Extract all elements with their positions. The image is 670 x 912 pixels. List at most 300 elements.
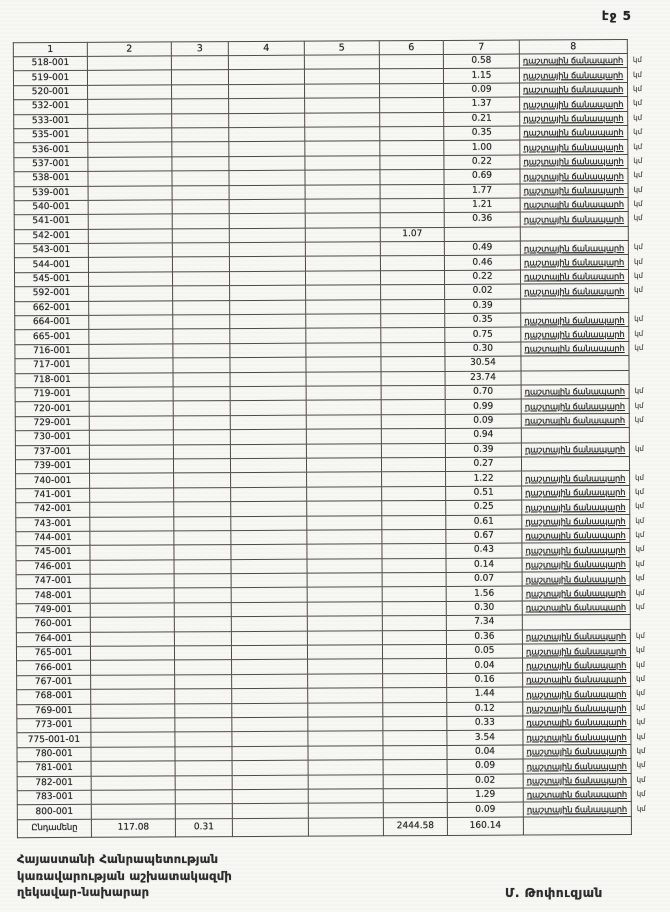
unit-note: կմ [636,689,646,698]
empty-cell [91,689,175,704]
empty-cell [307,573,382,588]
length-value-cell: 0.22 [444,155,520,170]
unit-note: կմ [635,559,645,568]
road-type-cell: դաշտային ճանապարհ [522,500,630,515]
parcel-code-cell: 533-001 [14,114,88,129]
empty-cell [305,256,380,271]
empty-cell [308,789,383,804]
empty-cell [308,746,383,761]
empty-cell [308,688,383,703]
empty-cell [306,285,381,300]
empty-cell [306,400,381,415]
length-value-cell: 0.75 [445,327,521,342]
empty-cell [174,646,231,661]
col6-value-cell [382,501,446,516]
empty-cell [171,56,228,71]
unit-note: կմ [633,142,643,151]
empty-cell [91,761,175,776]
empty-cell [308,731,383,746]
empty-cell [305,127,380,142]
col6-value-cell [381,371,445,386]
empty-cell [305,227,380,242]
parcel-code-cell: 744-001 [16,531,90,546]
unit-note [629,370,663,385]
length-value-cell: 0.07 [446,572,522,587]
empty-cell [90,516,174,531]
road-type-cell [521,428,629,443]
empty-cell [232,818,308,836]
empty-cell [88,214,172,229]
empty-cell [173,343,230,358]
empty-cell [228,70,304,85]
column-header: 5 [304,41,379,55]
empty-cell [90,473,174,488]
empty-cell [232,688,308,703]
parcel-code-cell: 769-001 [17,704,91,719]
empty-cell [174,602,231,617]
col6-value-cell [383,716,447,731]
col6-value-cell: 1.07 [380,227,444,242]
parcel-code-cell: 543-001 [14,243,88,258]
col6-value-cell [383,774,447,789]
empty-cell [172,185,229,200]
parcel-code-cell: 665-001 [15,330,89,345]
length-value-cell: 0.35 [445,313,521,328]
parcel-code-cell: 767-001 [17,675,91,690]
parcel-code-cell: 716-001 [15,344,89,359]
column-header: 4 [228,41,304,55]
empty-cell [232,746,308,761]
empty-cell [90,502,174,517]
parcel-code-cell: 532-001 [14,99,88,114]
empty-cell [231,588,307,603]
unit-note: կմ [636,775,646,784]
length-value-cell: 0.09 [445,414,521,429]
unit-note: կմ [636,790,646,799]
empty-cell [305,170,380,185]
unit-note: կմ [634,315,644,324]
empty-cell [305,112,380,127]
empty-cell [232,803,308,818]
length-value-cell: 0.30 [445,342,521,357]
parcel-code-cell: 536-001 [14,143,88,158]
parcel-code-cell: 730-001 [15,430,89,445]
road-type-cell: դաշտային ճանապարհ [522,586,630,601]
empty-cell [172,228,229,243]
empty-cell [232,732,308,747]
parcel-code-cell: 764-001 [16,632,90,647]
parcel-code-cell: 766-001 [17,661,91,676]
length-value-cell: 1.29 [447,788,523,803]
empty-cell [232,703,308,718]
empty-cell [174,631,231,646]
col6-value-cell [380,83,444,98]
empty-cell [174,473,231,488]
length-value-cell: 0.04 [447,745,523,760]
length-value-cell: 0.67 [446,529,522,544]
footer-line: Հայաստանի Հանրապետության [17,852,219,866]
empty-cell [172,214,229,229]
empty-cell [88,243,172,258]
empty-cell [91,775,175,790]
empty-cell [231,573,307,588]
col6-value-cell [380,198,444,213]
empty-cell [307,515,382,530]
parcel-code-cell: 539-001 [14,186,88,201]
unit-note: կմ [636,746,646,755]
empty-cell [229,142,305,157]
length-value-cell: 0.49 [444,241,520,256]
col6-value-cell [382,529,446,544]
empty-cell [89,358,173,373]
parcel-code-cell: 541-001 [14,215,88,230]
road-type-cell: դաշտային ճանապարհ [520,82,628,97]
road-type-cell: դաշտային ճանապարհ [520,154,628,169]
col6-value-cell [380,155,444,170]
road-type-cell: դաշտային ճանապարհ [522,471,630,486]
empty-cell [307,472,382,487]
unit-note: կմ [636,660,645,669]
road-type-cell: դաշտային ճանապարհ [520,255,628,270]
empty-cell [305,84,380,99]
empty-cell [172,271,229,286]
road-type-cell: դաշտային ճանապարհ [520,241,628,256]
total-col3-value: 0.31 [175,818,232,836]
empty-cell [88,257,172,272]
empty-cell [231,487,307,502]
unit-note: կմ [633,257,643,266]
empty-cell [230,357,306,372]
empty-cell [175,689,232,704]
col6-value-cell [383,760,447,775]
unit-note: կմ [634,329,644,338]
empty-cell [91,804,175,819]
empty-cell [89,372,173,387]
empty-cell [231,631,307,646]
road-type-cell [521,370,629,385]
empty-cell [174,617,231,632]
empty-cell [175,761,232,776]
parcel-code-cell: 748-001 [16,589,90,604]
road-type-cell: դաշտային ճանապարհ [523,744,631,759]
col6-value-cell [381,414,445,429]
empty-cell [307,616,382,631]
empty-cell [229,257,305,272]
empty-cell [307,544,382,559]
length-value-cell: 0.39 [445,299,521,314]
col6-value-cell [380,98,444,113]
empty-cell [89,401,173,416]
unit-note [628,226,662,241]
road-type-cell: դաշտային ճանապարհ [521,313,629,328]
empty-cell [306,299,381,314]
empty-cell [229,170,305,185]
parcel-code-cell: 747-001 [16,574,90,589]
empty-cell [172,113,229,128]
empty-cell [308,659,383,674]
empty-cell [306,371,381,386]
length-value-cell: 1.77 [444,184,520,199]
col6-value-cell [379,69,443,84]
road-type-cell: դաշտային ճանապարհ [523,701,631,716]
road-type-cell: դաշտային ճանապարհ [523,715,631,730]
empty-cell [91,703,175,718]
empty-cell [230,444,306,459]
empty-cell [306,429,381,444]
empty-cell [173,430,230,445]
parcel-code-cell: 760-001 [16,618,90,633]
empty-cell [89,286,173,301]
unit-note [629,356,663,371]
empty-cell [305,98,380,113]
road-type-cell: դաշտային ճանապարհ [522,557,630,572]
col6-value-cell [383,673,447,688]
parcel-code-cell: 742-001 [16,502,90,517]
unit-note: կմ [636,804,646,813]
empty-cell [306,314,381,329]
page-number-label: էջ 5 [601,9,632,23]
parcel-code-cell: 592-001 [15,287,89,302]
empty-cell [88,157,172,172]
road-type-cell: դաշտային ճանապարհ [520,212,628,227]
empty-cell [87,56,171,71]
empty-cell [230,415,306,430]
col6-value-cell [383,659,447,674]
empty-cell [229,156,305,171]
empty-cell [175,804,232,819]
parcel-code-cell: 662-001 [15,301,89,316]
unit-note: կմ [633,128,643,137]
empty-cell [307,602,382,617]
empty-cell [88,142,172,157]
empty-cell [88,185,172,200]
length-value-cell: 30.54 [445,356,521,371]
empty-cell [306,386,381,401]
total-col7-value: 160.14 [447,817,523,835]
empty-cell [173,300,230,315]
unit-note: կմ [635,646,645,655]
length-value-cell: 0.27 [445,457,521,472]
unit-note: կմ [633,113,643,122]
unit-note: կմ [635,602,645,611]
length-value-cell: 1.00 [444,140,520,155]
col6-value-cell [381,328,445,343]
length-value-cell: 0.94 [445,428,521,443]
road-type-cell: դաշտային ճանապարհ [520,111,628,126]
empty-cell [305,156,380,171]
empty-cell [307,487,382,502]
empty-cell [232,660,308,675]
unit-note: կմ [633,99,643,108]
parcel-code-cell: 783-001 [17,790,91,805]
empty-cell [229,185,305,200]
length-value-cell: 0.16 [447,673,523,688]
empty-cell [175,718,232,733]
parcel-code-cell: 518-001 [13,56,87,71]
unit-note: կմ [632,70,642,79]
col6-value-cell [381,299,445,314]
empty-cell [175,703,232,718]
road-type-cell: դաշտային ճանապարհ [519,68,627,83]
empty-cell [172,243,229,258]
length-value-cell: 0.58 [443,54,519,69]
empty-cell [305,184,380,199]
unit-note: կմ [635,487,645,496]
empty-cell [523,816,631,835]
parcel-code-cell: 739-001 [15,459,89,474]
parcel-code-cell: 540-001 [14,200,88,215]
empty-cell [305,213,380,228]
empty-cell [304,69,379,84]
column-header: 8 [519,39,627,54]
footer-line: ղեկավար-նախարար [17,885,150,899]
empty-cell [230,386,306,401]
col6-value-cell [381,429,445,444]
empty-cell [88,128,172,143]
length-value-cell: 0.09 [447,802,523,817]
col6-value-cell [379,54,443,69]
empty-cell [231,501,307,516]
unit-note: կմ [635,516,645,525]
empty-cell [230,314,306,329]
unit-note: կմ [634,387,644,396]
empty-cell [175,746,232,761]
col6-value-cell [380,126,444,141]
col6-value-cell [381,285,445,300]
col6-value-cell [382,601,446,616]
parcel-code-cell: 519-001 [13,71,87,86]
empty-cell [231,516,307,531]
empty-cell [307,558,382,573]
empty-cell [229,228,305,243]
col6-value-cell [380,242,444,257]
col6-value-cell [383,731,447,746]
unit-note: կմ [635,588,645,597]
parcel-code-cell: 741-001 [16,488,90,503]
empty-cell [90,603,174,618]
total-col2-value: 117.08 [91,819,175,837]
parcel-code-cell: 737-001 [15,445,89,460]
empty-cell [230,458,306,473]
empty-cell [172,142,229,157]
road-type-cell [522,615,630,630]
empty-cell [172,99,229,114]
empty-cell [173,401,230,416]
total-row [17,816,665,837]
empty-cell [172,257,229,272]
unit-note: կմ [636,761,646,770]
unit-note: կմ [636,718,646,727]
col6-value-cell [382,486,446,501]
empty-cell [173,415,230,430]
parcel-code-cell: 535-001 [14,128,88,143]
empty-cell [305,141,380,156]
empty-cell [232,775,308,790]
col6-value-cell [383,788,447,803]
empty-cell [306,357,381,372]
empty-cell [174,502,231,517]
parcel-code-cell: 768-001 [17,689,91,704]
empty-cell [228,55,304,70]
total-col6-value: 2444.58 [383,817,447,835]
length-value-cell: 1.21 [444,198,520,213]
empty-cell [89,430,173,445]
empty-cell [230,300,306,315]
col6-value-cell [380,256,444,271]
col6-value-cell [382,472,446,487]
col6-value-cell [382,587,446,602]
empty-cell [305,271,380,286]
road-type-cell: դաշտային ճանապարհ [521,384,629,399]
parcel-code-cell: 765-001 [16,646,90,661]
empty-cell [172,171,229,186]
empty-cell [172,156,229,171]
empty-cell [175,775,232,790]
col6-value-cell [381,342,445,357]
length-value-cell: 0.36 [446,630,522,645]
empty-cell [304,55,379,70]
col6-value-cell [383,702,447,717]
empty-cell [231,544,307,559]
empty-cell [172,84,229,99]
empty-cell [306,458,381,473]
col6-value-cell [382,644,446,659]
empty-cell [89,387,173,402]
empty-cell [306,328,381,343]
parcel-code-cell: 800-001 [17,805,91,820]
empty-cell [173,372,230,387]
unit-note: կմ [634,415,644,424]
empty-cell [174,545,231,560]
empty-cell [230,285,306,300]
parcel-code-cell: 538-001 [14,171,88,186]
length-value-cell: 1.56 [446,587,522,602]
road-type-cell: դաշտային ճանապարհ [521,341,629,356]
empty-cell [173,387,230,402]
parcel-code-cell: 717-001 [15,359,89,374]
road-type-cell: դաշտային ճանապարհ [520,97,628,112]
col6-value-cell [382,616,446,631]
empty-cell [230,343,306,358]
unit-note: կմ [635,574,645,583]
column-header: 3 [171,42,228,56]
road-type-cell: դաշտային ճանապարհ [520,269,628,284]
empty-cell [88,99,172,114]
empty-cell [90,617,174,632]
empty-cell [88,113,172,128]
length-value-cell: 0.22 [444,270,520,285]
unit-note: կմ [635,502,645,511]
empty-cell [174,530,231,545]
road-type-cell: դաշտային ճանապարհ [523,759,631,774]
empty-cell [89,416,173,431]
unit-note: կմ [635,631,645,640]
parcel-code-cell: 545-001 [14,272,88,287]
road-type-cell: դաշտային ճանապարհ [523,787,631,802]
col6-value-cell [380,112,444,127]
total-label: Ընդամենը [17,819,91,837]
road-type-cell: դաշտային ճանապարհ [523,687,631,702]
parcel-code-cell: 664-001 [15,315,89,330]
signature-name: Մ. Թոփուզյան [505,886,603,900]
length-value-cell: 0.09 [447,759,523,774]
length-value-cell: 0.05 [446,644,522,659]
empty-cell [90,588,174,603]
empty-cell [308,774,383,789]
length-value-cell: 23.74 [445,371,521,386]
column-header: 2 [87,42,171,56]
empty-cell [88,229,172,244]
